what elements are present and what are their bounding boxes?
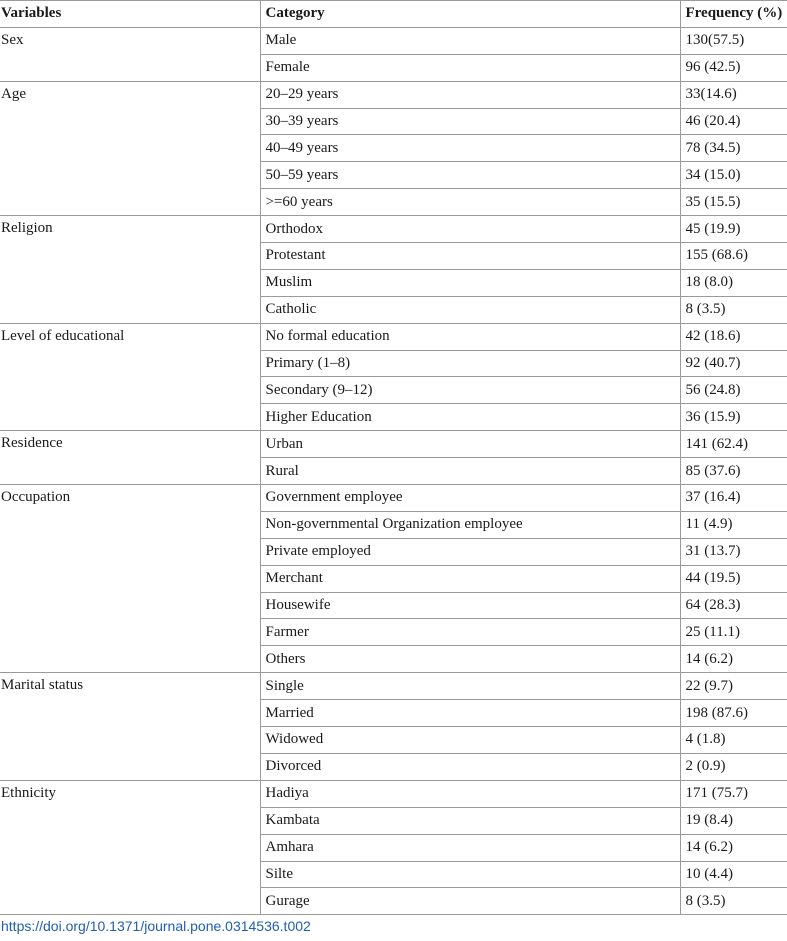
category-cell: 50–59 years: [260, 162, 680, 189]
frequency-cell: 96 (42.5): [680, 54, 787, 81]
table-row: [0, 81, 787, 108]
variable-cell: Residence: [0, 431, 260, 485]
category-cell: Urban: [260, 431, 680, 458]
frequency-cell: 141 (62.4): [680, 431, 787, 458]
category-cell: Single: [260, 673, 680, 700]
doi-link[interactable]: https://doi.org/10.1371/journal.pone.0314536.t002: [1, 918, 311, 934]
category-cell: Catholic: [260, 296, 680, 323]
category-cell: Private employed: [260, 538, 680, 565]
variable-cell: Age: [0, 81, 260, 215]
frequency-cell: 4 (1.8): [680, 727, 787, 754]
frequency-cell: 37 (16.4): [680, 485, 787, 512]
frequency-cell: 85 (37.6): [680, 458, 787, 485]
category-cell: Silte: [260, 861, 680, 888]
header-category: Category: [260, 1, 680, 28]
category-cell: Hadiya: [260, 780, 680, 807]
category-cell: Primary (1–8): [260, 350, 680, 377]
frequency-cell: 22 (9.7): [680, 673, 787, 700]
frequency-cell: 130(57.5): [680, 27, 787, 54]
category-cell: Gurage: [260, 888, 680, 915]
table-row: [0, 673, 787, 700]
category-cell: Divorced: [260, 753, 680, 780]
frequency-cell: 64 (28.3): [680, 592, 787, 619]
variable-cell: Ethnicity: [0, 780, 260, 914]
table-row: [0, 780, 787, 807]
category-cell: Amhara: [260, 834, 680, 861]
table-row: [0, 27, 787, 54]
category-cell: Kambata: [260, 807, 680, 834]
category-cell: Government employee: [260, 485, 680, 512]
category-cell: Widowed: [260, 727, 680, 754]
frequency-cell: 56 (24.8): [680, 377, 787, 404]
category-cell: Non-governmental Organization employee: [260, 511, 680, 538]
table-row: [0, 323, 787, 350]
frequency-cell: 8 (3.5): [680, 296, 787, 323]
frequency-cell: 31 (13.7): [680, 538, 787, 565]
variable-cell: Religion: [0, 216, 260, 324]
table-row: [0, 216, 787, 243]
category-cell: Farmer: [260, 619, 680, 646]
frequency-cell: 198 (87.6): [680, 700, 787, 727]
frequency-cell: 92 (40.7): [680, 350, 787, 377]
category-cell: Female: [260, 54, 680, 81]
variable-cell: Sex: [0, 27, 260, 81]
variable-cell: Marital status: [0, 673, 260, 781]
frequency-cell: 171 (75.7): [680, 780, 787, 807]
category-cell: >=60 years: [260, 189, 680, 216]
frequency-cell: 34 (15.0): [680, 162, 787, 189]
category-cell: Merchant: [260, 565, 680, 592]
category-cell: Secondary (9–12): [260, 377, 680, 404]
frequency-cell: 8 (3.5): [680, 888, 787, 915]
category-cell: Others: [260, 646, 680, 673]
frequency-cell: 11 (4.9): [680, 511, 787, 538]
category-cell: 30–39 years: [260, 108, 680, 135]
category-cell: Rural: [260, 458, 680, 485]
category-cell: Higher Education: [260, 404, 680, 431]
category-cell: Married: [260, 700, 680, 727]
header-variables: Variables: [0, 1, 260, 28]
frequency-cell: 78 (34.5): [680, 135, 787, 162]
frequency-cell: 46 (20.4): [680, 108, 787, 135]
frequency-cell: 19 (8.4): [680, 807, 787, 834]
frequency-cell: 14 (6.2): [680, 834, 787, 861]
frequency-cell: 45 (19.9): [680, 216, 787, 243]
frequency-cell: 10 (4.4): [680, 861, 787, 888]
variable-cell: Level of educational: [0, 323, 260, 431]
category-cell: No formal education: [260, 323, 680, 350]
category-cell: Orthodox: [260, 216, 680, 243]
frequency-cell: 36 (15.9): [680, 404, 787, 431]
table-body: [0, 27, 787, 914]
frequency-cell: 14 (6.2): [680, 646, 787, 673]
category-cell: Muslim: [260, 269, 680, 296]
frequency-cell: 25 (11.1): [680, 619, 787, 646]
frequency-cell: 42 (18.6): [680, 323, 787, 350]
header-row: [0, 1, 787, 28]
frequency-cell: 33(14.6): [680, 81, 787, 108]
header-frequency: Frequency (%): [680, 1, 787, 28]
frequency-cell: 44 (19.5): [680, 565, 787, 592]
table-row: [0, 485, 787, 512]
frequency-cell: 35 (15.5): [680, 189, 787, 216]
frequency-cell: 2 (0.9): [680, 753, 787, 780]
frequency-cell: 155 (68.6): [680, 243, 787, 270]
category-cell: 20–29 years: [260, 81, 680, 108]
table-row: [0, 431, 787, 458]
category-cell: Male: [260, 27, 680, 54]
category-cell: Protestant: [260, 243, 680, 270]
category-cell: 40–49 years: [260, 135, 680, 162]
category-cell: Housewife: [260, 592, 680, 619]
frequency-cell: 18 (8.0): [680, 269, 787, 296]
variable-cell: Occupation: [0, 485, 260, 673]
